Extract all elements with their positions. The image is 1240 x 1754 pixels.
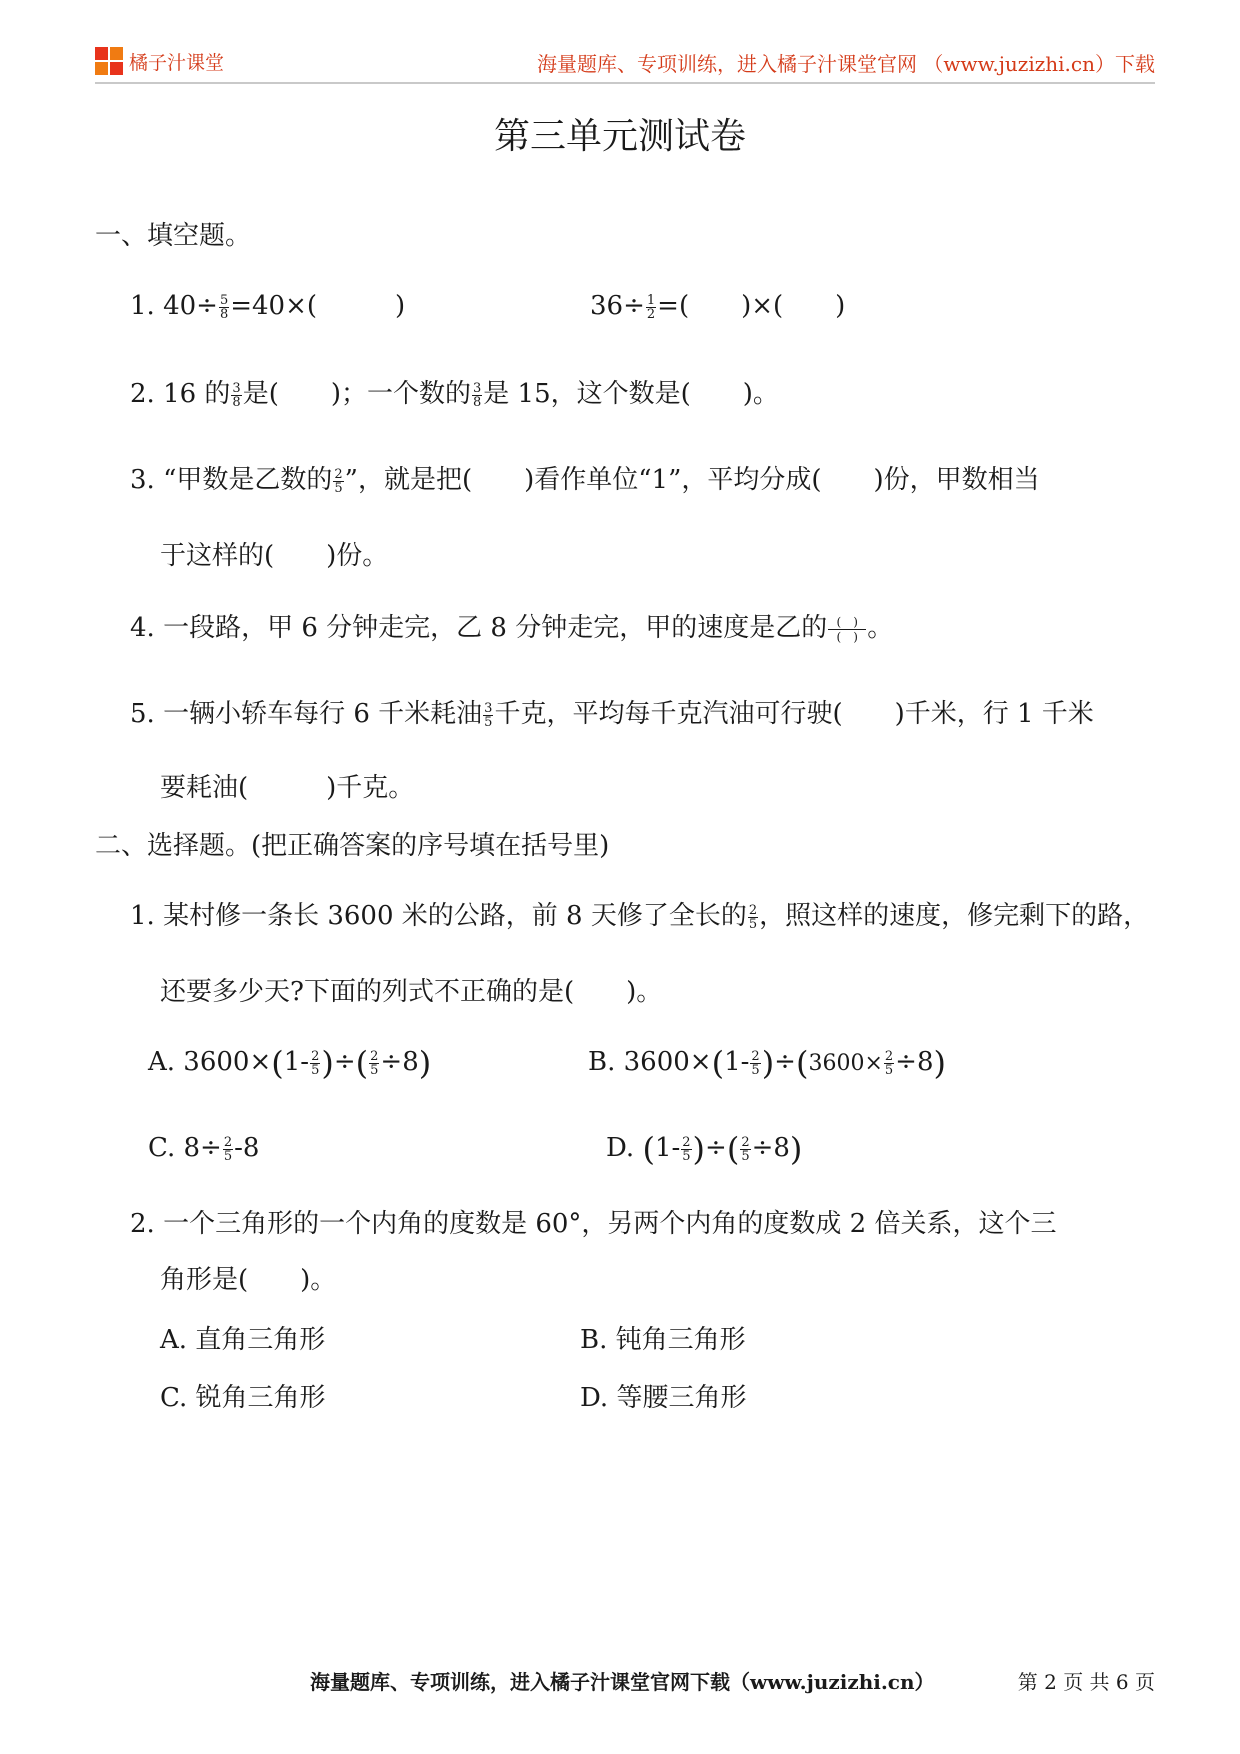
s2-q2-option-c: C. 锐角三角形 [160, 1383, 326, 1413]
fraction: $\frac{2}{5}$ [751, 1048, 760, 1078]
fraction: $\frac{2}{5}$ [884, 1048, 894, 1078]
q1b-text: 36÷ [590, 291, 645, 321]
s2-q2-option-a: A. 直角三角形 [160, 1325, 326, 1355]
section2-heading: 二、选择题。(把正确答案的序号填在括号里) [95, 831, 610, 861]
fraction: $\frac{2}{5}$ [682, 1134, 691, 1164]
s1-question-2: 2. 16 的 $\frac{3}{8}$ 是( )；一个数的 $\frac{3}{8}$ 是 15，这个数是( )。 [130, 379, 779, 410]
fraction: $\frac{2}{5}$ [334, 466, 343, 496]
s2-q1-option-b: B. 3600×(1- $\frac{2}{5}$ )÷(3600× $\frac{2}{5}$ ÷8) [588, 1044, 946, 1082]
s1-question-5: 5. 一辆小轿车每行 6 千米耗油 $\frac{3}{5}$ 千克，平均每千克汽油可行驶( )千米，行 1 千米 [130, 699, 1094, 730]
fraction: $\frac{3}{5}$ [484, 700, 493, 730]
q1b-blank: =( )×( ) [657, 291, 846, 321]
q1a-blank: =40×( ) [230, 291, 406, 321]
s1-question-5-line2: 要耗油( )千克。 [160, 773, 415, 803]
s2-question-2: 2. 一个三角形的一个内角的度数是 60°，另两个内角的度数成 2 倍关系，这个三 [130, 1209, 1057, 1239]
fraction: $\frac{2}{5}$ [741, 1134, 750, 1164]
fraction: $\frac{2}{5}$ [748, 902, 758, 932]
q1a-text: 1. 40÷ [130, 291, 218, 321]
logo[interactable] [95, 46, 224, 76]
header-slogan: 海量题库、专项训练，进入橘子汁课堂官网 （www.juzizhi.cn）下载 [537, 52, 1155, 76]
s1-question-3-line2: 于这样的( )份。 [160, 541, 389, 571]
fraction: $\frac{3}{8}$ [232, 380, 241, 410]
logo-icon [95, 47, 123, 75]
page-footer [95, 1666, 1155, 1698]
s1-question-4: 4. 一段路，甲 6 分钟走完，乙 8 分钟走完，甲的速度是乙的 $\frac{( )}{( )}$ 。 [130, 613, 894, 644]
blank-fraction: $\frac{( )}{( )}$ [828, 615, 866, 644]
fraction: $\frac{5}{8}$ [219, 292, 229, 322]
s2-question-2-line2: 角形是( )。 [160, 1265, 337, 1295]
s2-q2-option-b: B. 钝角三角形 [580, 1325, 746, 1355]
footer-slogan: 海量题库、专项训练，进入橘子汁课堂官网下载（www.juzizhi.cn） [310, 1670, 935, 1694]
logo-text: 橘子汁课堂 [129, 51, 225, 74]
page-header [95, 40, 1155, 84]
section1-heading: 一、填空题。 [95, 221, 252, 251]
s2-q1-option-d: D. (1- $\frac{2}{5}$ )÷( $\frac{2}{5}$ ÷8) [606, 1130, 803, 1168]
s2-q1-option-c: C. 8÷ $\frac{2}{5}$ -8 [148, 1133, 260, 1164]
page-number: 第 2 页 共 6 页 [1017, 1670, 1155, 1694]
s2-q2-option-d: D. 等腰三角形 [580, 1383, 747, 1413]
fraction: $\frac{1}{2}$ [646, 292, 656, 322]
fraction: $\frac{2}{5}$ [311, 1048, 320, 1078]
page-title: 第三单元测试卷 [493, 116, 746, 157]
s1-question-1a [130, 288, 405, 324]
s2-question-1: 1. 某村修一条长 3600 米的公路，前 8 天修了全长的 $\frac{2}{5}$ ，照这样的速度，修完剩下的路， [130, 901, 1150, 932]
fraction: $\frac{2}{5}$ [223, 1134, 233, 1164]
fraction: $\frac{3}{8}$ [473, 380, 482, 410]
fraction: $\frac{2}{5}$ [370, 1048, 379, 1078]
s1-question-1b [590, 288, 845, 324]
s1-question-3: 3. “甲数是乙数的 $\frac{2}{5}$ ”，就是把( )看作单位“1”，平均分成( )份，甲数相当 [130, 465, 1040, 496]
s2-q1-option-a: A. 3600×(1- $\frac{2}{5}$ )÷( $\frac{2}{5}$ ÷8) [148, 1044, 432, 1082]
s2-question-1-line2: 还要多少天?下面的列式不正确的是( )。 [160, 977, 663, 1007]
